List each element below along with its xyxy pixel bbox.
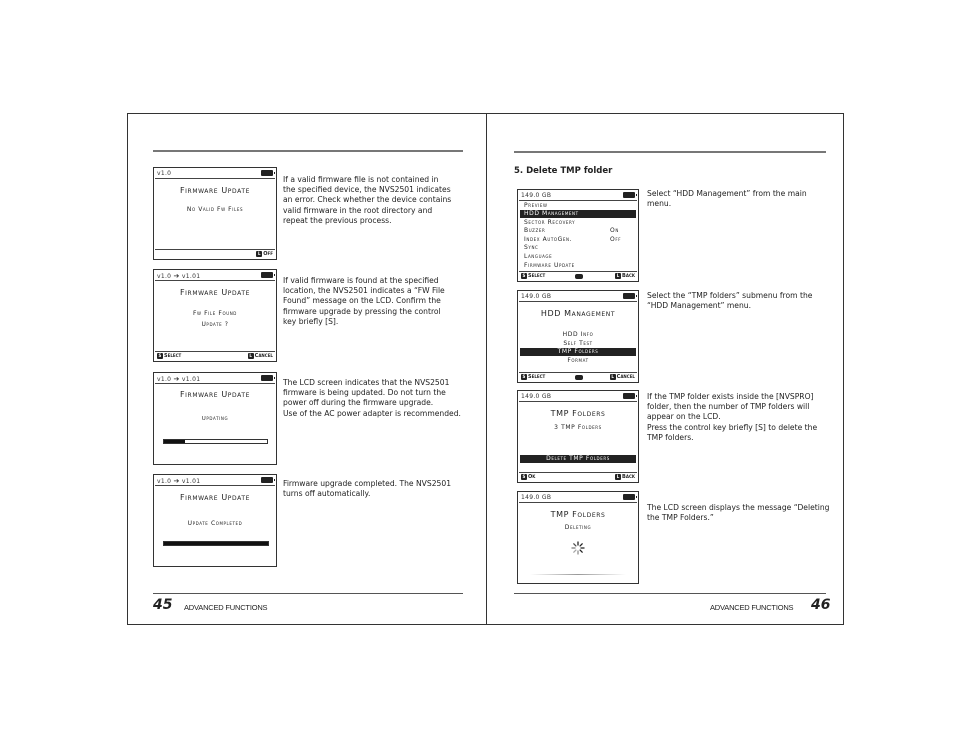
menu-item-buzzer bbox=[524, 227, 632, 235]
menu-label: Firmware Update bbox=[524, 262, 575, 269]
version-from: v1.0 bbox=[157, 478, 172, 485]
softkey-back bbox=[615, 474, 635, 480]
arrow-right-icon: ➔ bbox=[173, 375, 180, 383]
left-bottom-rule bbox=[153, 593, 463, 594]
softkey-label: Select bbox=[164, 353, 182, 359]
lcd-capacity: 149.0 GB bbox=[521, 293, 552, 300]
description-update-completed bbox=[283, 479, 451, 499]
desc-line: If valid firmware is found at the specified bbox=[283, 276, 439, 285]
lcd-screen-updating bbox=[153, 372, 277, 465]
desc-line: valid firmware in the root directory and bbox=[283, 205, 433, 215]
desc-line: If a valid firmware file is not contained in bbox=[283, 175, 439, 184]
scroll-icon bbox=[575, 375, 583, 380]
menu-item-sector-recovery bbox=[524, 219, 632, 227]
softkey-label: Cancel bbox=[254, 353, 273, 359]
version-to: v1.01 bbox=[181, 376, 201, 383]
progress-bar bbox=[163, 439, 268, 444]
softkey-back bbox=[615, 273, 635, 279]
battery-icon bbox=[261, 375, 273, 381]
menu-label: HDD Management bbox=[524, 210, 579, 217]
left-top-rule bbox=[153, 150, 463, 152]
lcd-version bbox=[157, 375, 200, 383]
loading-spinner-icon bbox=[571, 541, 585, 555]
desc-line: menu. bbox=[647, 199, 672, 209]
lcd-header-line bbox=[519, 200, 637, 201]
version-from: v1.0 bbox=[157, 376, 172, 383]
softkey-label: Off bbox=[263, 251, 273, 257]
desc-line: turns off automatically. bbox=[283, 489, 371, 499]
menu-item-format: Format bbox=[567, 357, 589, 364]
version-to: v1.01 bbox=[181, 273, 201, 280]
page-number-right: 46 bbox=[811, 597, 831, 613]
softkey-cancel bbox=[610, 374, 635, 380]
lcd-message: Update ? bbox=[201, 321, 229, 328]
progress-fill bbox=[164, 542, 268, 545]
lcd-title: HDD Management bbox=[540, 309, 616, 318]
desc-line: the specified device, the NVS2501 indicates bbox=[283, 185, 451, 195]
lcd-message: Updating bbox=[201, 416, 229, 422]
key-icon: S bbox=[522, 273, 526, 278]
lcd-capacity: 149.0 GB bbox=[521, 393, 552, 400]
battery-icon bbox=[623, 293, 635, 299]
version-from: v1.0 bbox=[157, 273, 172, 280]
menu-item-preview bbox=[524, 202, 632, 210]
lcd-header-line bbox=[155, 178, 275, 179]
desc-line: appear on the LCD. bbox=[647, 412, 721, 422]
menu-item-firmware-update bbox=[524, 262, 632, 270]
lcd-title: Firmware Update bbox=[179, 390, 250, 399]
menu-item-hdd-management bbox=[520, 210, 636, 218]
softkey-label: Cancel bbox=[616, 374, 635, 380]
lcd-screen-hdd-management bbox=[517, 290, 639, 383]
description-hdd-management bbox=[647, 291, 812, 311]
lcd-title: TMP Folders bbox=[550, 510, 606, 519]
lcd-footer-line bbox=[519, 472, 637, 473]
lcd-header-line bbox=[155, 280, 275, 281]
lcd-screen-fw-file-found bbox=[153, 269, 277, 362]
lcd-header-line bbox=[519, 301, 637, 302]
desc-line: TMP folders. bbox=[647, 432, 694, 442]
arrow-right-icon: ➔ bbox=[173, 272, 180, 280]
lcd-footer-line bbox=[155, 249, 275, 250]
desc-line: The LCD screen displays the message “Deleting bbox=[647, 503, 830, 512]
lcd-title: Firmware Update bbox=[179, 493, 250, 502]
action-delete-tmp-folders: Delete TMP Folders bbox=[520, 455, 636, 463]
key-icon: L bbox=[616, 474, 620, 479]
desc-line: If the TMP folder exists inside the [NVSPRO] bbox=[647, 392, 814, 401]
menu-label: Sync bbox=[524, 244, 539, 251]
desc-line: Select the “TMP folders” submenu from the bbox=[647, 291, 813, 300]
desc-line: folder, then the number of TMP folders will bbox=[647, 402, 810, 412]
key-icon: S bbox=[158, 353, 162, 358]
lcd-screen-tmp-folders bbox=[517, 390, 639, 483]
version-to: v1.01 bbox=[181, 478, 201, 485]
key-icon: L bbox=[616, 273, 620, 278]
lcd-message: Fw File Found bbox=[192, 310, 237, 317]
key-icon: L bbox=[611, 374, 614, 379]
lcd-message: Deleting bbox=[564, 524, 592, 531]
desc-line: Found” message on the LCD. Confirm the bbox=[283, 296, 441, 306]
lcd-message: No Valid Fw Files bbox=[186, 206, 244, 213]
desc-line: The LCD screen indicates that the NVS2501 bbox=[283, 378, 450, 387]
desc-line: an error. Check whether the device contains bbox=[283, 195, 452, 205]
description-updating bbox=[283, 378, 461, 419]
lcd-header-line bbox=[155, 485, 275, 486]
desc-line: Use of the AC power adapter is recommended. bbox=[283, 408, 461, 418]
lcd-title: Firmware Update bbox=[179, 288, 250, 297]
lcd-header-line bbox=[519, 401, 637, 402]
arrow-right-icon: ➔ bbox=[173, 477, 180, 485]
battery-icon bbox=[623, 494, 635, 500]
menu-label: Language bbox=[524, 253, 553, 260]
battery-icon bbox=[261, 477, 273, 483]
lcd-screen-no-valid-files bbox=[153, 167, 277, 260]
lcd-title: Firmware Update bbox=[179, 186, 250, 195]
softkey-select bbox=[157, 353, 181, 359]
lcd-footer-line bbox=[519, 372, 637, 373]
footer-label-left: ADVANCED FUNCTIONS bbox=[184, 603, 268, 612]
softkey-select bbox=[521, 273, 545, 279]
desc-line: “HDD Management” menu. bbox=[647, 301, 751, 311]
description-deleting bbox=[647, 503, 829, 523]
page-number-left: 45 bbox=[153, 597, 173, 613]
lcd-screen-deleting bbox=[517, 491, 639, 584]
softkey-cancel bbox=[248, 353, 273, 359]
softkey-label: Ok bbox=[528, 474, 536, 480]
menu-label: Preview bbox=[524, 202, 548, 209]
description-tmp-folders bbox=[647, 392, 817, 443]
menu-label: Index AutoGen. bbox=[524, 236, 573, 243]
menu-label: Buzzer bbox=[524, 227, 546, 234]
softkey-off bbox=[256, 251, 273, 257]
menu-item-language bbox=[524, 253, 632, 261]
menu-item-sync bbox=[524, 244, 632, 252]
lcd-version bbox=[157, 272, 200, 280]
right-bottom-rule bbox=[514, 593, 826, 594]
description-fw-file-found bbox=[283, 276, 445, 327]
section-title: 5. Delete TMP folder bbox=[514, 166, 613, 176]
key-icon: S bbox=[522, 474, 526, 479]
softkey-ok bbox=[521, 474, 535, 480]
right-top-rule bbox=[514, 151, 826, 153]
lcd-message: 3 TMP Folders bbox=[554, 424, 602, 431]
lcd-decor-curve bbox=[530, 574, 626, 575]
battery-icon bbox=[623, 393, 635, 399]
desc-line: key briefly [S]. bbox=[283, 316, 339, 326]
desc-line: Select “HDD Management” from the main bbox=[647, 189, 807, 198]
battery-icon bbox=[623, 192, 635, 198]
progress-bar bbox=[163, 541, 269, 546]
lcd-title: TMP Folders bbox=[550, 409, 606, 418]
menu-item-index-autogen bbox=[524, 236, 632, 244]
lcd-version bbox=[157, 477, 200, 485]
lcd-header-line bbox=[519, 502, 637, 503]
menu-value: Off bbox=[610, 236, 622, 243]
battery-icon bbox=[261, 170, 273, 176]
key-icon: L bbox=[258, 251, 261, 256]
description-no-valid-files bbox=[283, 175, 451, 226]
softkey-label: Select bbox=[528, 273, 546, 279]
menu-value: On bbox=[610, 227, 619, 234]
desc-line: power off during the firmware upgrade. bbox=[283, 398, 434, 408]
lcd-screen-update-completed bbox=[153, 474, 277, 567]
description-main-menu bbox=[647, 189, 807, 209]
menu-item-self-test: Self Test bbox=[563, 340, 593, 347]
desc-line: firmware is being updated. Do not turn the bbox=[283, 388, 446, 398]
progress-fill bbox=[164, 440, 185, 443]
softkey-label: Select bbox=[528, 374, 546, 380]
lcd-header-line bbox=[155, 383, 275, 384]
key-icon: S bbox=[522, 374, 526, 379]
menu-item-hdd-info: HDD Info bbox=[562, 331, 594, 338]
key-icon: L bbox=[249, 353, 252, 358]
softkey-select bbox=[521, 374, 545, 380]
desc-line: Press the control key briefly [S] to delete the bbox=[647, 422, 818, 432]
menu-item-tmp-folders: TMP Folders bbox=[520, 348, 636, 356]
desc-line: Firmware upgrade completed. The NVS2501 bbox=[283, 479, 452, 488]
menu-label: Sector Recovery bbox=[524, 219, 576, 226]
desc-line: the TMP Folders.” bbox=[647, 513, 714, 523]
page-divider bbox=[486, 113, 487, 625]
lcd-capacity: 149.0 GB bbox=[521, 192, 552, 199]
scroll-icon bbox=[575, 274, 583, 279]
softkey-label: Back bbox=[622, 474, 635, 480]
lcd-footer-line bbox=[519, 271, 637, 272]
softkey-label: Back bbox=[622, 273, 635, 279]
lcd-footer-line bbox=[155, 351, 275, 352]
battery-icon bbox=[261, 272, 273, 278]
desc-line: repeat the previous process. bbox=[283, 215, 392, 225]
lcd-capacity: 149.0 GB bbox=[521, 494, 552, 501]
lcd-version: v1.0 bbox=[157, 170, 172, 177]
lcd-message: Update Completed bbox=[187, 520, 243, 527]
footer-label-right: ADVANCED FUNCTIONS bbox=[710, 603, 794, 612]
desc-line: location, the NVS2501 indicates a “FW File bbox=[283, 286, 445, 296]
lcd-screen-main-menu bbox=[517, 189, 639, 282]
desc-line: firmware upgrade by pressing the control bbox=[283, 306, 441, 316]
